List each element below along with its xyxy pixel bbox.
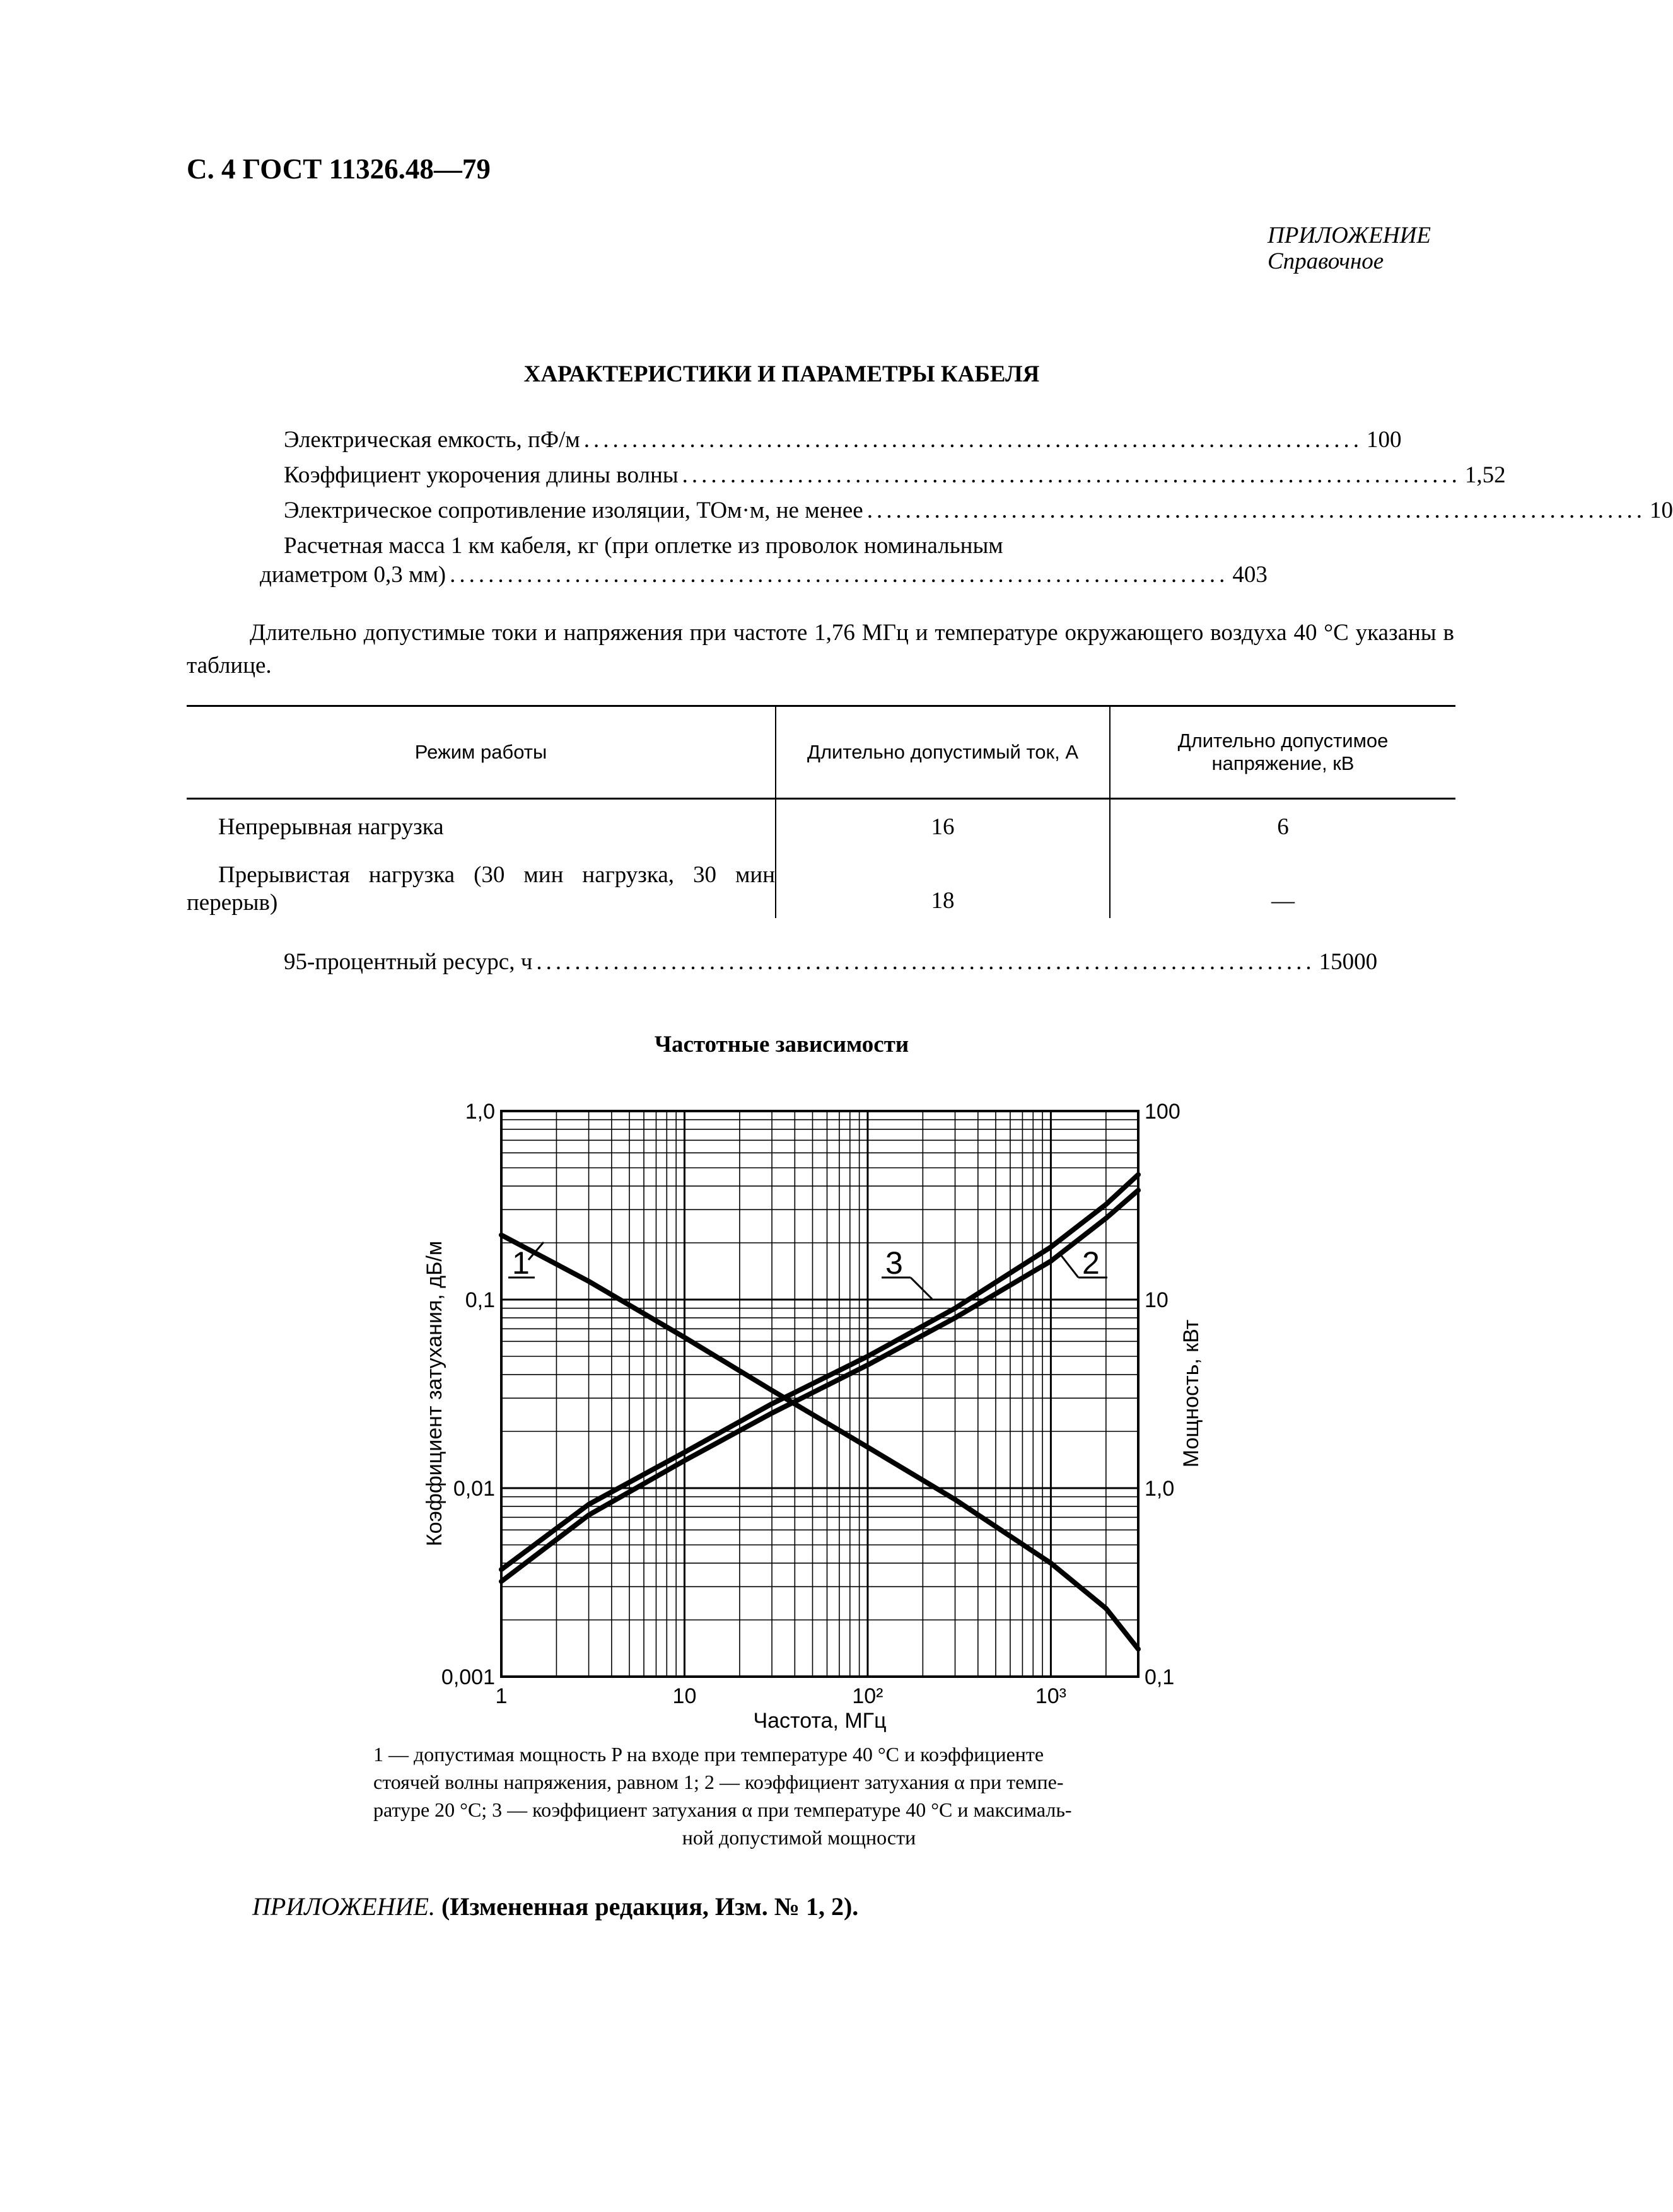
leader-dots: ................................................................................. [583,427,1363,453]
resource-value: 15000 [1319,949,1378,975]
caption-line: ной допустимой мощности [682,1826,916,1849]
table-header: Длительно допустимое напряжение, кВ [1110,706,1455,799]
y-tick-right-label: 0,1 [1145,1665,1175,1689]
spec-value: 403 [1232,562,1268,588]
leader-dots: ................................................................................. [682,462,1461,488]
x-tick-label: 10 [672,1684,697,1708]
curve-label-3-leader [911,1278,932,1299]
spec-mass [260,561,1268,589]
leader-dots: ................................................................................. [536,949,1315,975]
spec-capacitance [284,426,1402,454]
table-row [187,799,1455,862]
caption-line: 1 — допустимая мощность P на входе при температуре 40 °С и коэффициенте [373,1743,1044,1766]
page-header: С. 4 ГОСТ 11326.48—79 [187,153,491,185]
table-cell: Прерывистая нагрузка (30 мин нагрузка, 30 мин перерыв) [187,862,775,916]
footer-bold: (Измененная редакция, Изм. № 1, 2). [441,1892,859,1921]
x-axis-label: Частота, МГц [753,1709,887,1733]
table-header: Длительно допустимый ток, А [776,706,1110,799]
y-tick-right-label: 10 [1145,1288,1169,1312]
table-cell: 16 [776,799,1110,862]
y-tick-right-label: 100 [1145,1100,1180,1124]
footer-italic: ПРИЛОЖЕНИЕ. [252,1892,435,1921]
y-tick-left-label: 1,0 [465,1100,495,1124]
table-cell: 6 [1110,799,1455,862]
leader-dots: ................................................................................. [450,562,1229,588]
x-tick-label: 10² [852,1684,883,1708]
y-axis-left-label: Коэффициент затухания, дБ/м [423,1240,446,1547]
spec-label: Электрическая емкость, пФ/м [284,427,580,453]
spec-label: диаметром 0,3 мм) [260,562,446,588]
spec-shortening [284,462,1506,489]
table-row [187,861,1455,918]
y-tick-left-label: 0,01 [453,1477,495,1501]
frequency-chart [0,1072,1563,1740]
curve-label-2: 2 [1082,1245,1100,1281]
curve-label-3: 3 [885,1245,903,1281]
curve-label-1: 1 [512,1245,530,1281]
load-table [187,705,1455,918]
table-header: Режим работы [187,706,776,799]
spec-mass-line1: Расчетная масса 1 км кабеля, кг (при оплетке из проволок номинальным [284,533,1003,559]
spec-value: 1,52 [1464,462,1506,488]
appendix-title: ПРИЛОЖЕНИЕ [1268,223,1431,248]
y-axis-right-label: Мощность, кВт [1179,1319,1203,1468]
footer-note [252,1892,858,1921]
resource-line [284,948,1378,976]
spec-value: 10 [1649,498,1673,523]
table-cell: 18 [776,861,1110,918]
section-title: ХАРАКТЕРИСТИКИ И ПАРАМЕТРЫ КАБЕЛЯ [523,361,1040,387]
x-tick-label: 10³ [1035,1684,1066,1708]
spec-label: Коэффициент укорочения длины волны [284,462,679,488]
table-header-row [187,706,1455,799]
table-cell: — [1110,861,1455,918]
tick-labels [441,1100,1180,1708]
chart-title: Частотные зависимости [654,1032,909,1057]
chart-grid [501,1111,1138,1677]
paragraph: Длительно допустимые токи и напряжения при частоте 1,76 МГц и температуре окружающего воздуха 40 °С указаны в таблице. [187,620,1454,678]
spec-label: Электрическое сопротивление изоляции, ТОм·м, не менее [284,498,863,523]
spec-value: 100 [1367,427,1402,453]
y-tick-left-label: 0,1 [465,1288,495,1312]
table-cell: Непрерывная нагрузка [218,814,444,840]
caption-line: стоячей волны напряжения, равном 1; 2 — коэффициент затухания α при темпе- [373,1771,1064,1793]
resource-label: 95-процентный ресурс, ч [284,949,533,975]
curve-label-2-leader [1061,1255,1078,1278]
figure-caption [373,1740,1225,1851]
caption-line: ратуре 20 °С; 3 — коэффициент затухания α при температуре 40 °С и максималь- [373,1798,1072,1821]
x-tick-label: 1 [495,1684,508,1708]
y-tick-left-label: 0,001 [441,1665,495,1689]
spec-resistance [284,497,1673,525]
appendix-subtitle: Справочное [1268,248,1384,274]
y-tick-right-label: 1,0 [1145,1477,1175,1501]
leader-dots: ................................................................................. [866,498,1646,523]
